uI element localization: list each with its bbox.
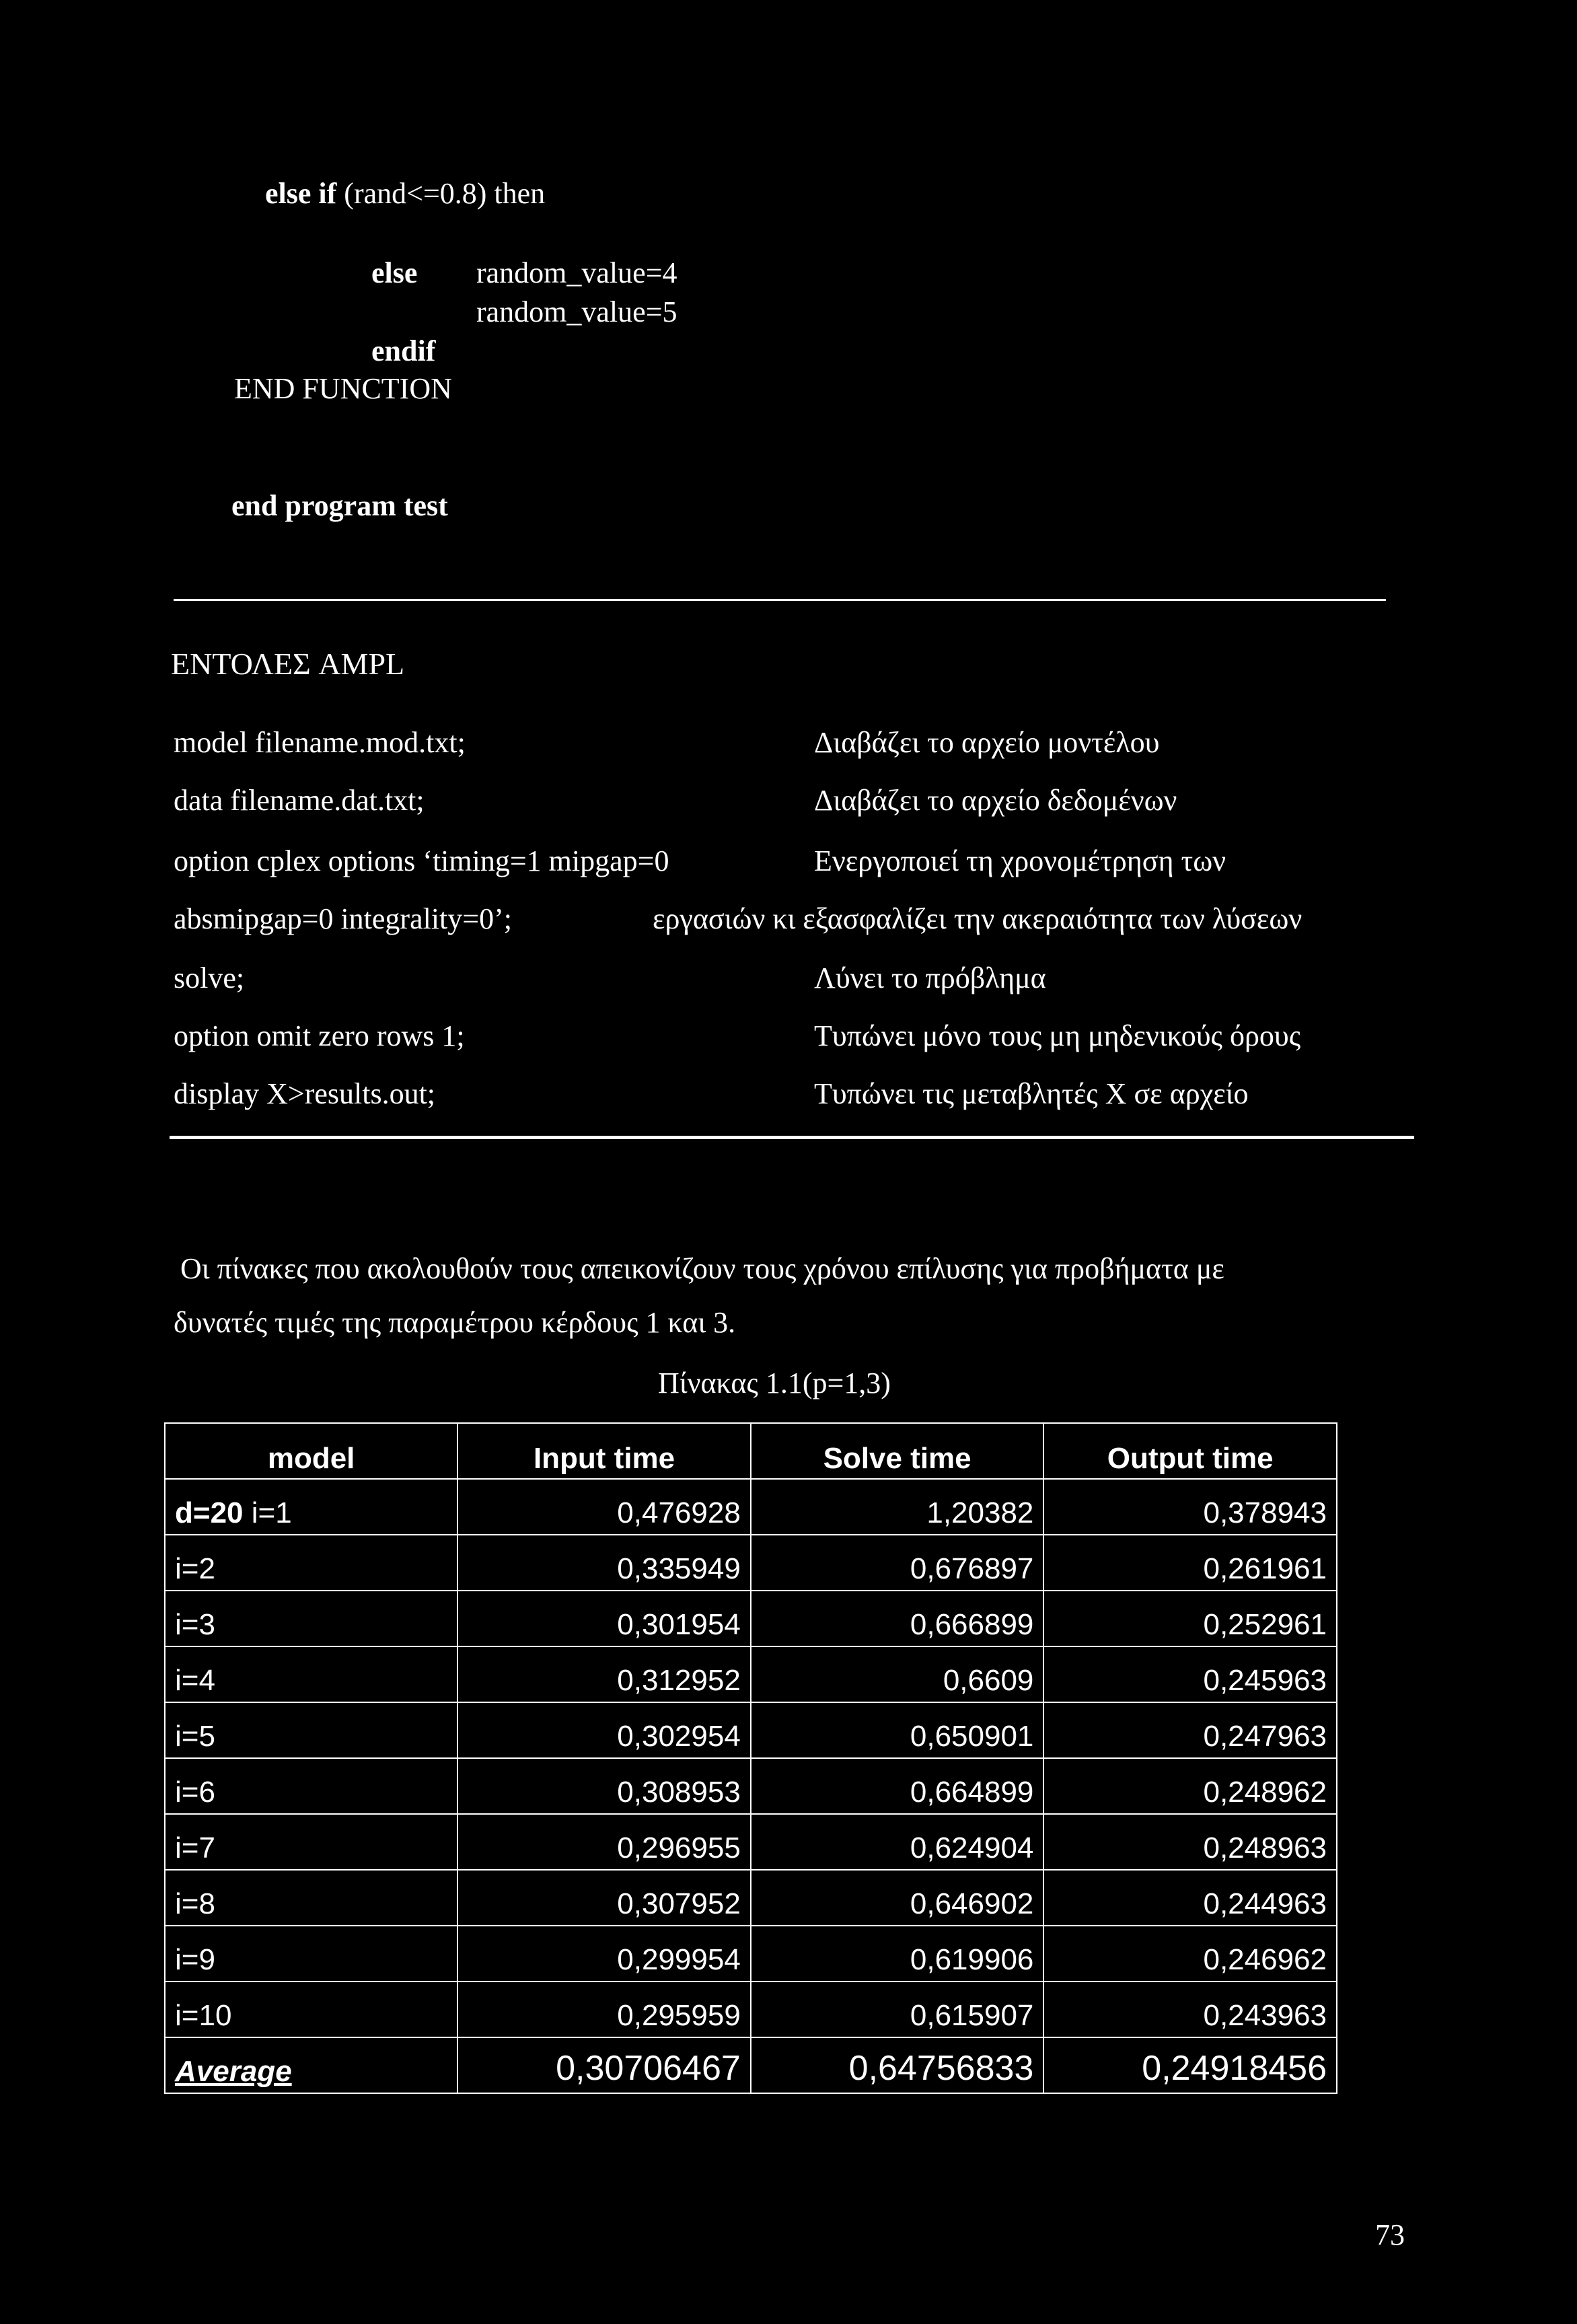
cell-output: 0,245963 [1043,1646,1337,1702]
ampl-desc-display: Τυπώνει τις μεταβλητές Χ σε αρχείο [814,1077,1249,1110]
cell-input: 0,295959 [457,1982,751,2037]
cell-solve: 0,646902 [751,1870,1044,1926]
cell-solve: 0,676897 [751,1535,1044,1591]
code-line-end-program: end program test [231,489,448,522]
separator-rule-bottom [170,1136,1414,1139]
ampl-desc-option-cplex: Ενεργοποιεί τη χρονομέτρηση των [814,844,1226,877]
table-row [165,1758,1337,1814]
cell-output: 0,246962 [1043,1926,1337,1982]
average-input: 0,30706467 [457,2037,751,2093]
cell-output: 0,248963 [1043,1814,1337,1870]
paragraph-line-1: Οι πίνακες που ακολουθούν τους απεικονίζουν τους χρόνου επίλυσης για προβήματα με [180,1252,1224,1285]
table-row [165,1814,1337,1870]
table-average-row [165,2037,1337,2093]
table-header-row [165,1423,1337,1479]
row-label: i=6 [165,1758,457,1814]
ampl-desc-model: Διαβάζει το αρχείο μοντέλου [814,726,1160,759]
table-row [165,1702,1337,1758]
cell-input: 0,302954 [457,1702,751,1758]
table-row [165,1535,1337,1591]
page-number: 73 [1375,2218,1405,2251]
separator-rule-top [174,599,1386,601]
cell-solve: 0,650901 [751,1702,1044,1758]
results-table [164,1422,1337,2094]
cell-output: 0,378943 [1043,1479,1337,1535]
ampl-cmd-option-omit: option omit zero rows 1; [174,1019,465,1052]
header-input-time: Input time [457,1423,751,1479]
code-line-else-if: else if (rand<=0.8) then [265,177,546,210]
cell-solve: 0,619906 [751,1926,1044,1982]
code-line-random-value-5: random_value=5 [476,295,677,328]
table-row [165,1646,1337,1702]
cell-input: 0,476928 [457,1479,751,1535]
cell-input: 0,301954 [457,1591,751,1646]
row-label: i=7 [165,1814,457,1870]
cell-output: 0,252961 [1043,1591,1337,1646]
table-row [165,1982,1337,2037]
header-output-time: Output time [1043,1423,1337,1479]
cell-output: 0,261961 [1043,1535,1337,1591]
average-solve: 0,64756833 [751,2037,1044,2093]
paragraph-line-2: δυνατές τιμές της παραμέτρου κέρδους 1 και 3. [174,1306,736,1339]
ampl-desc-data: Διαβάζει το αρχείο δεδομένων [814,784,1177,817]
cell-solve: 1,20382 [751,1479,1044,1535]
row-label: i=5 [165,1702,457,1758]
table-row [165,1479,1337,1535]
row-label: i=3 [165,1591,457,1646]
ampl-heading: ΕΝΤΟΛΕΣ AMPL [171,647,405,681]
cell-input: 0,335949 [457,1535,751,1591]
ampl-desc-option-omit: Τυπώνει μόνο τους μη μηδενικούς όρους [814,1019,1301,1052]
row-label: d=20 i=1 [165,1479,457,1535]
cell-solve: 0,6609 [751,1646,1044,1702]
row-label: i=2 [165,1535,457,1591]
cell-solve: 0,624904 [751,1814,1044,1870]
ampl-cmd-display: display X>results.out; [174,1077,436,1110]
row-label: i=4 [165,1646,457,1702]
ampl-cmd-absmipgap: absmipgap=0 integrality=0’; [174,902,512,935]
cell-input: 0,307952 [457,1870,751,1926]
table-caption: Πίνακας 1.1(p=1,3) [658,1367,891,1400]
table-row [165,1870,1337,1926]
ampl-cmd-option-cplex: option cplex options ‘timing=1 mipgap=0 [174,844,669,877]
ampl-desc-solve: Λύνει το πρόβλημα [814,961,1046,994]
cell-output: 0,244963 [1043,1870,1337,1926]
header-solve-time: Solve time [751,1423,1044,1479]
ampl-desc-absmipgap: εργασιών κι εξασφαλίζει την ακεραιότητα των λύσεων [653,902,1303,935]
cell-solve: 0,615907 [751,1982,1044,2037]
row-label: i=8 [165,1870,457,1926]
code-line-random-value-4: random_value=4 [476,256,677,289]
cell-output: 0,247963 [1043,1702,1337,1758]
code-line-endif: endif [371,334,436,367]
table-row [165,1926,1337,1982]
cell-solve: 0,664899 [751,1758,1044,1814]
table-row [165,1591,1337,1646]
code-line-end-function: END FUNCTION [234,372,452,405]
row-label: i=9 [165,1926,457,1982]
average-label: Average [165,2037,457,2093]
cell-input: 0,308953 [457,1758,751,1814]
ampl-cmd-solve: solve; [174,961,245,994]
cell-solve: 0,666899 [751,1591,1044,1646]
row-label: i=10 [165,1982,457,2037]
code-line-else: else [371,256,418,289]
average-output: 0,24918456 [1043,2037,1337,2093]
cell-input: 0,296955 [457,1814,751,1870]
cell-input: 0,312952 [457,1646,751,1702]
cell-output: 0,243963 [1043,1982,1337,2037]
ampl-cmd-data: data filename.dat.txt; [174,784,425,817]
ampl-cmd-model: model filename.mod.txt; [174,726,466,759]
cell-output: 0,248962 [1043,1758,1337,1814]
cell-input: 0,299954 [457,1926,751,1982]
header-model: model [165,1423,457,1479]
